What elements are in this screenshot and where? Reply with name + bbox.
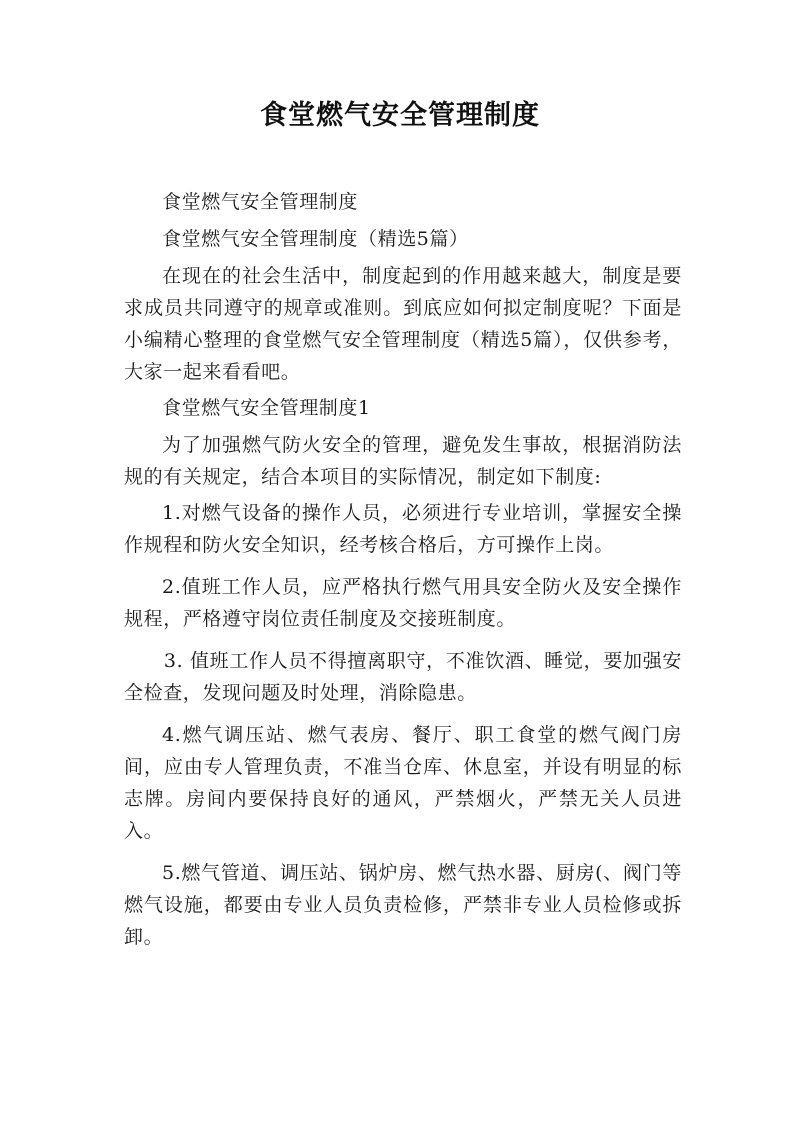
paragraph-item-3: 3. 值班工作人员不得擅离职守，不准饮酒、睡觉，要加强安全检查，发现问题及时处理，消除隐患。 <box>124 650 682 704</box>
paragraph-subheading: 食堂燃气安全管理制度（精选5篇） <box>162 228 469 250</box>
paragraph-item-2: 2.值班工作人员，应严格执行燃气用具安全防火及安全操作规程，严格遵守岗位责任制度及交接班制度。 <box>124 576 682 630</box>
document-body <box>124 186 682 963</box>
paragraph-intro: 在现在的社会生活中，制度起到的作用越来越大，制度是要求成员共同遵守的规章或准则。到底应如何拟定制度呢？下面是小编精心整理的食堂燃气安全管理制度（精选5篇），仅供参考，大家一起来看看吧。 <box>124 265 682 383</box>
paragraph-preamble: 为了加强燃气防火安全的管理，避免发生事故，根据消防法规的有关规定，结合本项目的实际情况，制定如下制度: <box>124 434 682 488</box>
document-title: 食堂燃气安全管理制度 <box>260 100 540 131</box>
paragraph-item-1: 1.对燃气设备的操作人员，必须进行专业培训，掌握安全操作规程和防火安全知识，经考核合格后，方可操作上岗。 <box>124 502 682 556</box>
paragraph-section-title: 食堂燃气安全管理制度1 <box>162 397 371 419</box>
paragraph-heading: 食堂燃气安全管理制度 <box>162 191 359 213</box>
paragraph-item-4: 4.燃气调压站、燃气表房、餐厅、职工食堂的燃气阀门房间，应由专人管理负责，不准当仓库、休息室，并设有明显的标志牌。房间内要保持良好的通风，严禁烟火，严禁无关人员进入。 <box>124 724 682 842</box>
paragraph-item-5: 5.燃气管道、调压站、锅炉房、燃气热水器、厨房(、阀门等燃气设施，都要由专业人员负责检修，严禁非专业人员检修或拆卸。 <box>124 862 682 948</box>
